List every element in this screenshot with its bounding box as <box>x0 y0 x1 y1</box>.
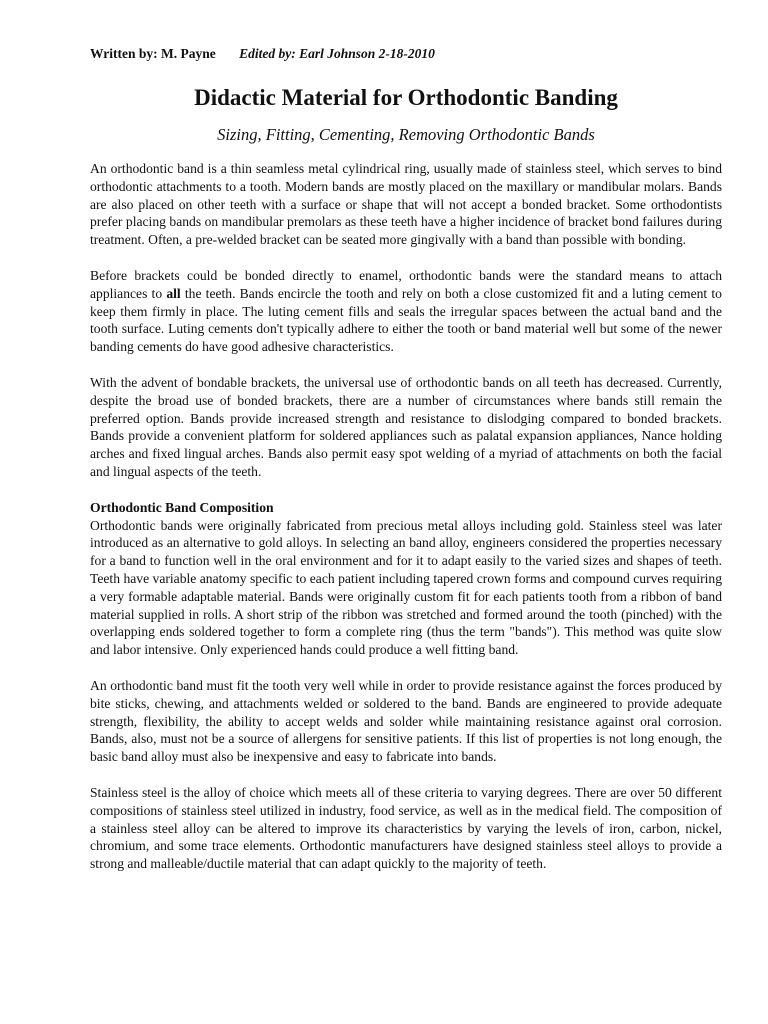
paragraph-text: Before brackets could be bonded directly to enamel, orthodontic bands were the standard means to attach appliances to <box>90 267 722 301</box>
author-credit: Written by: M. Payne <box>90 46 216 61</box>
paragraph-band-definition: An orthodontic band is a thin seamless metal cylindrical ring, usually made of stainless steel, which serves to bind orthodontic attachments to a tooth. Modern bands are mostly placed on the maxillary or mandibular molars. Bands are also placed on other teeth with a surface or shape that will not accept a bonded bracket. Some orthodontists prefer placing bands on mandibular premolars as these teeth have a higher incidence of bracket bond failures during treatment. Often, a pre-welded bracket can be seated more gingivally with a band than possible with bonding. <box>90 161 722 248</box>
paragraph-band-history <box>90 267 722 356</box>
paragraph-fit-requirements: An orthodontic band must fit the tooth very well while in order to provide resistance against the forces produced by bite sticks, chewing, and attachments welded or soldered to the band. Bands are engineered to provide adequate strength, flexibility, the ability to accept welds and solder while maintaining resistance against oral corrosion. Bands, also, must not be a source of allergens for sensitive patients. If this list of properties is not long enough, the basic band alloy must also be inexpensive and easy to fabricate into bands. <box>90 677 722 765</box>
section-heading-composition: Orthodontic Band Composition <box>90 499 274 515</box>
paragraph-stainless-steel: Stainless steel is the alloy of choice which meets all of these criteria to varying degrees. There are over 50 different compositions of stainless steel utilized in industry, food service, as well as in the medical field. The composition of a stainless steel alloy can be altered to improve its characteristics by varying the levels of iron, carbon, nickel, chromium, and some trace elements. Orthodontic manufacturers have designed stainless steel alloys to provide a strong and malleable/ductile material that can adapt quickly to the majority of teeth. <box>90 784 722 872</box>
document-page <box>90 44 722 873</box>
paragraph-composition: Orthodontic bands were originally fabricated from precious metal alloys including gold. Stainless steel was later introduced as an alternative to gold alloys. In selecting an band alloy, engineers considered the properties necessary for a band to function well in the oral environment and for it to adapt easily to the varied sizes and shapes of teeth. Teeth have variable anatomy specific to each patient including tapered crown forms and compound curves requiring a very formable adaptable material. Bands were originally custom fit for each patients tooth from a ribbon of band material supplied in rolls. A short strip of the ribbon was stretched and formed around the tooth (pinched) with the overlapping ends soldered together to form a complete ring (thus the term "bands"). This method was quite slow and labor intensive. Only experienced hands could produce a well fitting band. <box>90 517 722 658</box>
document-title: Didactic Material for Orthodontic Banding <box>194 85 618 110</box>
paragraph-bondable-brackets: With the advent of bondable brackets, the universal use of orthodontic bands on all teeth has decreased. Currently, despite the broad use of bonded brackets, there are a number of circumstances where bands still remain the preferred option. Bands provide increased strength and resistance to dislodging compared to bonded brackets. Bands provide a convenient platform for soldered appliances such as palatal expansion appliances, Nance holding arches and fixed lingual arches. Bands also permit easy spot welding of a myriad of attachments on both the facial and lingual aspects of the teeth. <box>90 374 722 479</box>
editor-credit: Edited by: Earl Johnson 2-18-2010 <box>239 46 435 61</box>
paragraph-text: the teeth. Bands encircle the tooth and rely on both a close customized fit and a luting cement to keep them firmly in place. The luting cement fills and seals the irregular spaces between the actual band and the tooth surface. Luting cements don't typically adhere to either the tooth or band material well but some of the newer banding cements do have good adhesive characteristics. <box>90 285 722 355</box>
document-header <box>90 44 722 64</box>
document-subtitle: Sizing, Fitting, Cementing, Removing Orthodontic Bands <box>217 125 595 144</box>
emphasis-all: all <box>166 285 181 301</box>
